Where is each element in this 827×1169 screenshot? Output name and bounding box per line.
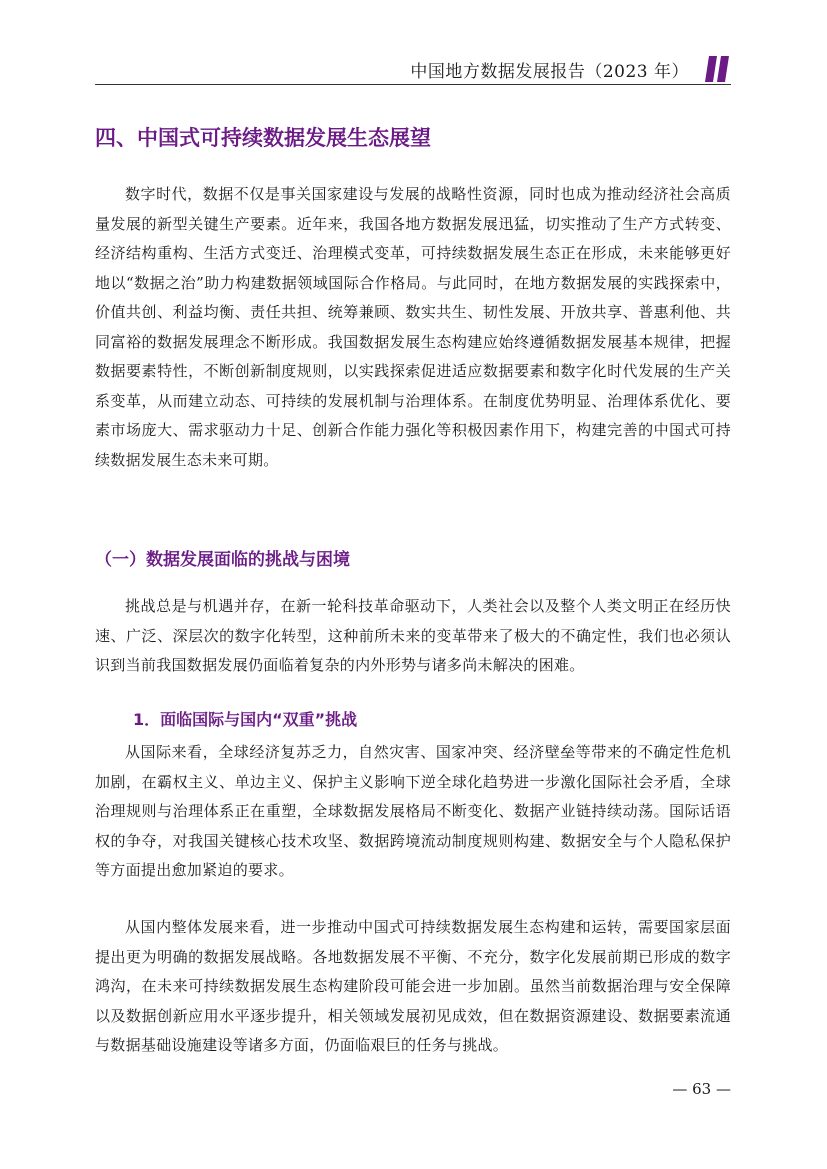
header-title: 中国地方数据发展报告（2023 年） <box>410 62 689 82</box>
section-intro-paragraph: 数字时代，数据不仅是事关国家建设与发展的战略性资源，同时也成为推动经济社会高质量发展的新型关键生产要素。近年来，我国各地方数据发展迅猛，切实推动了生产方式转变、经济结构重构、生活方式变迁、治理模式变革，可持续数据发展生态正在形成，未来能够更好地以“数据之治”助力构建数据领域国际合作格局。与此同时，在地方数据发展的实践探索中，价值共创、利益均衡、责任共担、统筹兼顾、数实共生、韧性发展、开放共享、普惠利他、共同富裕的数据发展理念不断形成。我国数据发展生态构建应始终遵循数据发展基本规律，把握数据要素特性，不断创新制度规则，以实践探索促进适应数据要素和数字化时代发展的生产关系变革，从而建立动态、可持续的发展机制与治理体系。在制度优势明显、治理体系优化、要素市场庞大、需求驱动力十足、创新合作能力强化等积极因素作用下，构建完善的中国式可持续数据发展生态未来可期。 <box>95 185 731 469</box>
section-title: 四、中国式可持续数据发展生态展望 <box>95 126 431 150</box>
subsubsection-title: 1．面临国际与国内“双重”挑战 <box>133 710 358 729</box>
domestic-challenge-paragraph: 从国内整体发展来看，进一步推动中国式可持续数据发展生态构建和运转，需要国家层面提出更为明确的数据发展战略。各地数据发展不平衡、不充分，数字化发展前期已形成的数字鸿沟，在未来可持续数据发展生态构建阶段可能会进一步加剧。虽然当前数据治理与安全保障以及数据创新应用水平逐步提升，相关领域发展初见成效，但在数据资源建设、数据要素流通与数据基础设施建设等诸多方面，仍面临艰巨的任务与挑战。 <box>95 918 731 1054</box>
international-challenge-paragraph: 从国际来看，全球经济复苏乏力，自然灾害、国家冲突、经济壁垒等带来的不确定性危机加剧，在霸权主义、单边主义、保护主义影响下逆全球化趋势进一步激化国际社会矛盾，全球治理规则与治理体系正在重塑，全球数据发展格局不断变化、数据产业链持续动荡。国际话语权的争夺，对我国关键核心技术攻坚、数据跨境流动制度规则构建、数据安全与个人隐私保护等方面提出愈加紧迫的要求。 <box>95 743 731 879</box>
subsection-intro-paragraph: 挑战总是与机遇并存，在新一轮科技革命驱动下，人类社会以及整个人类文明正在经历快速、广泛、深层次的数字化转型，这种前所未来的变革带来了极大的不确定性，我们也必须认识到当前我国数据发展仍面临着复杂的内外形势与诸多尚未解决的困难。 <box>95 597 731 674</box>
header-divider <box>95 84 731 85</box>
double-slash-icon <box>704 54 734 84</box>
page-number: — 63 — <box>672 1080 731 1098</box>
subsection-title: （一）数据发展面临的挑战与困境 <box>95 550 350 570</box>
